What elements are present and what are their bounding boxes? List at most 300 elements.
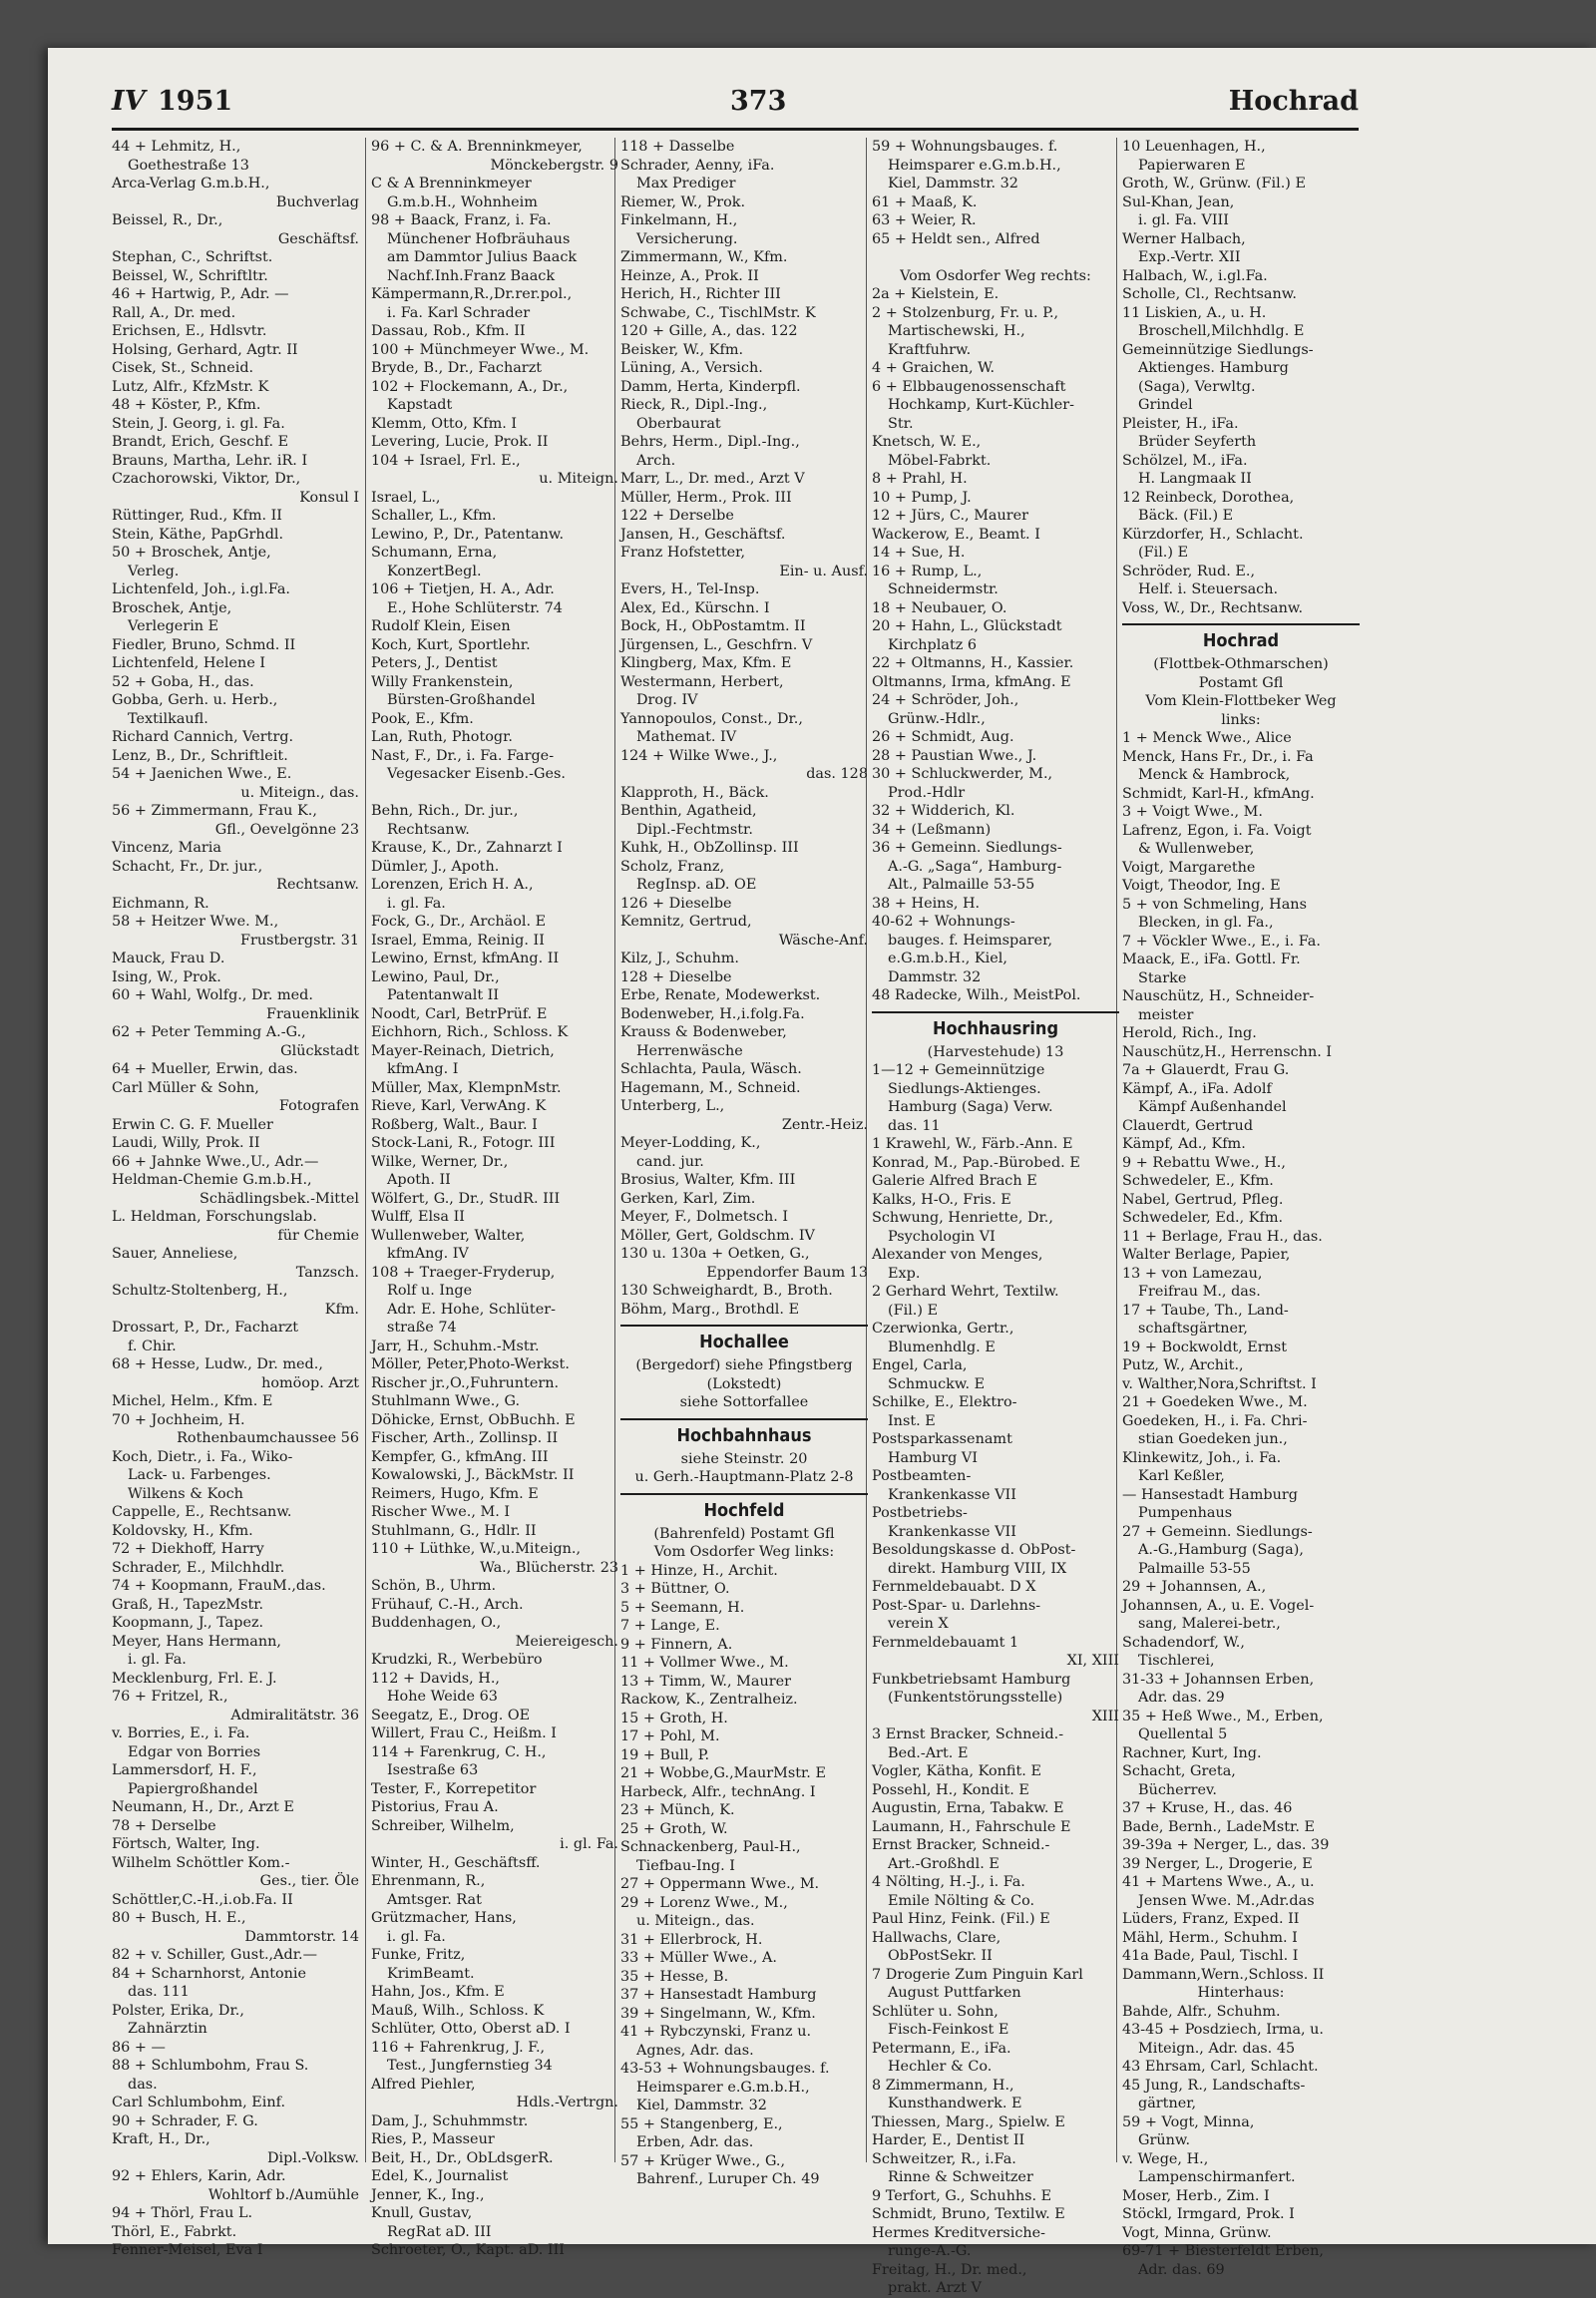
directory-line: Versicherung.	[636, 230, 738, 247]
directory-line: Quellental 5	[1138, 1726, 1228, 1742]
directory-line: H. Langmaak II	[1138, 471, 1252, 487]
directory-line: 78 + Derselbe	[112, 1817, 216, 1834]
directory-line: Rinne & Schweitzer	[888, 2169, 1033, 2185]
directory-line: Nauschütz, H., Schneider-	[1122, 988, 1315, 1004]
directory-line: Blumenhdlg. E	[888, 1339, 996, 1355]
directory-line: 23 + Münch, K.	[620, 1802, 735, 1818]
directory-line: Schadendorf, W.,	[1122, 1634, 1245, 1651]
directory-line: Scholle, Cl., Rechtsanw.	[1122, 286, 1297, 302]
directory-line: links:	[1221, 711, 1261, 728]
directory-line: Polster, Erika, Dr.,	[112, 2002, 244, 2019]
directory-line: bauges. f. Heimsparer,	[888, 932, 1053, 949]
directory-line: (Fil.) E	[888, 1302, 939, 1319]
column-3	[620, 138, 868, 2187]
directory-line: Westermann, Herbert,	[620, 673, 784, 690]
directory-line: u. Miteign., das.	[636, 1913, 755, 1929]
directory-line: Mayer-Reinach, Dietrich,	[371, 1042, 555, 1059]
directory-line: Hdls.-Vertrgn.	[516, 2095, 618, 2110]
directory-line: 110 + Lüthke, W.,u.Miteign.,	[371, 1541, 582, 1557]
directory-line: 39-39a + Nerger, L., das. 39	[1122, 1837, 1330, 1853]
directory-line: Schwung, Henriette, Dr.,	[872, 1210, 1053, 1226]
directory-line: Evers, H., Tel-Insp.	[620, 581, 760, 597]
directory-line: 7a + Glauerdt, Frau G.	[1122, 1062, 1290, 1078]
directory-line: Test., Jungfernstieg 34	[387, 2058, 553, 2074]
directory-line: Jenner, K., Ing.,	[371, 2186, 485, 2203]
directory-line: Ising, W., Prok.	[112, 968, 221, 985]
directory-line: 35 + Hesse, B.	[620, 1968, 729, 1985]
directory-line: das. 111	[128, 1984, 190, 2000]
directory-line: Textilkaufl.	[128, 710, 208, 727]
directory-line: Hohe Weide 63	[387, 1689, 498, 1705]
directory-line: 5 + Seemann, H.	[620, 1599, 745, 1616]
directory-line: 9 Terfort, G., Schuhhs. E	[872, 2187, 1052, 2204]
directory-line: Schrader, Aenny, iFa.	[620, 157, 775, 174]
directory-line: Heinze, A., Prok. II	[620, 267, 759, 284]
directory-line: 10 Leuenhagen, H.,	[1122, 139, 1266, 155]
directory-line: Brosius, Walter, Kfm. III	[620, 1172, 796, 1188]
directory-line: Hamburg VI	[888, 1449, 978, 1466]
directory-line: C & A Brenninkmeyer	[371, 176, 532, 192]
directory-line: 48 Radecke, Wilh., MeistPol.	[872, 987, 1081, 1003]
directory-line: Hahn, Jos., Kfm. E	[371, 1984, 505, 2000]
directory-line: Adr. das. 69	[1138, 2261, 1225, 2278]
directory-line: Richard Cannich, Vertrg.	[112, 729, 294, 745]
directory-line: straße 74	[387, 1320, 457, 1336]
directory-line: 43 Ehrsam, Carl, Schlacht.	[1122, 2059, 1319, 2075]
directory-line: Mauck, Frau D.	[112, 951, 225, 966]
directory-line: Kämpermann,R.,Dr.rer.pol.,	[371, 286, 573, 302]
directory-line: Fernmeldebauamt 1	[872, 1634, 1019, 1651]
directory-line: Papiergroßhandel	[128, 1780, 258, 1797]
directory-line: Lack- u. Farbenges.	[128, 1467, 271, 1483]
directory-line: Dammtorstr. 14	[244, 1928, 359, 1945]
directory-line: Menck, Hans Fr., Dr., i. Fa	[1122, 748, 1314, 765]
directory-line: Amtsger. Rat	[387, 1891, 482, 1908]
directory-line: Stock-Lani, R., Fotogr. III	[371, 1135, 556, 1151]
header-rule	[112, 128, 1359, 131]
directory-line: Marr, L., Dr. med., Arzt V	[620, 471, 805, 487]
directory-line: 63 + Weier, R.	[872, 212, 977, 228]
directory-line: A.-G. „Saga“, Hamburg-	[888, 858, 1062, 875]
directory-line: Graß, H., TapezMstr.	[112, 1596, 264, 1613]
directory-line: 120 + Gille, A., das. 122	[620, 323, 798, 339]
directory-line: Str.	[888, 415, 914, 432]
directory-line: Goedeken, H., i. Fa. Chri-	[1122, 1412, 1308, 1429]
directory-line: 57 + Krüger Wwe., G.,	[620, 2152, 786, 2169]
directory-line: Patentanwalt II	[387, 987, 500, 1003]
directory-line: Klingberg, Max, Kfm. E	[620, 655, 792, 671]
directory-line: Dipl.-Fechtmstr.	[636, 821, 753, 838]
page-header	[112, 86, 1359, 130]
directory-line: 2 Gerhard Wehrt, Textilw.	[872, 1284, 1059, 1300]
directory-line: Galerie Alfred Brach E	[872, 1173, 1037, 1189]
directory-line: v. Borries, E., i. Fa.	[112, 1725, 250, 1741]
directory-line: Erichsen, E., Hdlsvtr.	[112, 323, 267, 339]
street-heading: Hochrad	[1122, 623, 1360, 655]
directory-line: Lampenschirmanfert.	[1138, 2169, 1296, 2185]
directory-line: Kämpf, A., iFa. Adolf	[1122, 1080, 1272, 1097]
directory-line: 33 + Müller Wwe., A.	[620, 1950, 778, 1966]
directory-line: 92 + Ehlers, Karin, Adr.	[112, 2168, 286, 2184]
directory-line: Martischewski, H.,	[888, 323, 1025, 339]
directory-line: Harder, E., Dentist II	[872, 2132, 1025, 2148]
directory-line: 130 u. 130a + Oetken, G.,	[620, 1246, 810, 1262]
directory-line: Schwabe, C., TischlMstr. K	[620, 304, 816, 321]
directory-line: Besoldungskasse d. ObPost-	[872, 1542, 1076, 1558]
directory-line: Franz Hofstetter,	[620, 545, 746, 561]
directory-line: Krankenkasse VII	[888, 1523, 1016, 1540]
directory-line: runge-A.-G.	[888, 2243, 972, 2259]
directory-line: Bodenweber, H.,i.folg.Fa.	[620, 1005, 805, 1022]
directory-line: 26 + Schmidt, Aug.	[872, 729, 1014, 745]
directory-line: 32 + Widderich, Kl.	[872, 803, 1015, 819]
directory-line: Neumann, H., Dr., Arzt E	[112, 1799, 294, 1815]
directory-line: stian Goedeken jun.,	[1138, 1431, 1288, 1447]
directory-line: Lüders, Franz, Exped. II	[1122, 1911, 1300, 1927]
directory-line: Clauerdt, Gertrud	[1122, 1117, 1254, 1134]
directory-line: (Flottbek-Othmarschen)	[1153, 656, 1329, 672]
directory-line: Bücherrev.	[1138, 1781, 1217, 1798]
directory-line: Jensen Wwe. M.,Adr.das	[1138, 1892, 1315, 1909]
directory-line: Rechtsanw.	[276, 877, 359, 893]
directory-line: Eppendorfer Baum 13	[706, 1264, 868, 1281]
street-heading: Hochbahnhaus	[620, 1418, 868, 1450]
volume-number: IV	[112, 86, 146, 117]
directory-line: Dam, J., Schuhmmstr.	[371, 2112, 529, 2129]
directory-line: 19 + Bockwoldt, Ernst	[1122, 1339, 1288, 1355]
directory-line: Vincenz, Maria	[112, 840, 221, 856]
directory-line: 112 + Davids, H.,	[371, 1670, 500, 1687]
column-4	[872, 138, 1119, 2296]
directory-line: 84 + Scharnhorst, Antonie	[112, 1965, 307, 1982]
directory-line: 35 + Heß Wwe., M., Erben,	[1122, 1708, 1324, 1724]
directory-line: Beit, H., Dr., ObLdsgerR.	[371, 2149, 554, 2166]
directory-line: 16 + Rump, L.,	[872, 563, 983, 579]
directory-line: Jürgensen, L., Geschfrn. V	[620, 636, 813, 653]
column-divider	[365, 138, 366, 2162]
directory-line: i. Fa. Karl Schrader	[387, 304, 531, 321]
directory-line: 50 + Broschek, Antje,	[112, 545, 271, 561]
directory-line: Oltmanns, Irma, kfmAng. E	[872, 673, 1071, 690]
directory-line: Laumann, H., Fahrschule E	[872, 1818, 1071, 1835]
directory-line: 41 + Martens Wwe., A., u.	[1122, 1874, 1315, 1890]
directory-line: Psychologin VI	[888, 1228, 996, 1245]
directory-line: August Puttfarken	[888, 1985, 1021, 2001]
directory-line: Stöckl, Irmgard, Prok. I	[1122, 2206, 1295, 2222]
directory-line: Drossart, P., Dr., Facharzt	[112, 1320, 299, 1336]
directory-line: Carl Müller & Sohn,	[112, 1079, 259, 1096]
directory-line: Jarr, H., Schuhm.-Mstr.	[371, 1338, 540, 1354]
directory-line: Zahnärztin	[128, 2021, 207, 2037]
directory-line: Kapstadt	[387, 397, 453, 413]
directory-line: Max Prediger	[636, 176, 736, 192]
directory-line: Unterberg, L.,	[620, 1098, 725, 1114]
directory-line: Halbach, W., i.gl.Fa.	[1122, 267, 1268, 284]
directory-line: 52 + Goba, H., das.	[112, 673, 254, 690]
directory-line: Schmidt, Karl-H., kfmAng.	[1122, 785, 1315, 802]
directory-line: direkt. Hamburg VIII, IX	[888, 1560, 1067, 1577]
directory-line: Inst. E	[888, 1412, 936, 1429]
directory-line: Schacht, Fr., Dr. jur.,	[112, 858, 263, 875]
directory-line: Peters, J., Dentist	[371, 655, 498, 671]
directory-line: Kiel, Dammstr. 32	[888, 176, 1018, 192]
directory-line: Mathemat. IV	[636, 729, 737, 745]
directory-line: 1—12 + Gemeinnützige	[872, 1062, 1045, 1078]
directory-line: Erwin C. G. F. Mueller	[112, 1116, 273, 1133]
directory-line: Meyer, Hans Hermann,	[112, 1633, 281, 1650]
directory-line: Rüttinger, Rud., Kfm. II	[112, 508, 282, 524]
directory-line: 38 + Heins, H.	[872, 895, 981, 912]
directory-line: Fernmeldebauabt. D X	[872, 1579, 1036, 1595]
directory-line: Pleister, H., iFa.	[1122, 415, 1239, 432]
directory-line: Bahrenf., Luruper Ch. 49	[636, 2171, 820, 2187]
directory-line: Karl Keßler,	[1138, 1468, 1225, 1484]
directory-line: Wackerow, E., Beamt. I	[872, 526, 1040, 543]
directory-line: Helf. i. Steuersach.	[1138, 581, 1279, 597]
directory-line: 68 + Hesse, Ludw., Dr. med.,	[112, 1356, 323, 1372]
directory-line: Schaller, L., Kfm.	[371, 508, 497, 524]
directory-line: Jansen, H., Geschäftsf.	[620, 526, 786, 543]
directory-line: Kirchplatz 6	[888, 636, 978, 653]
directory-line: Siedlungs-Aktienges.	[888, 1080, 1041, 1097]
directory-line: 59 + Wohnungsbauges. f.	[872, 139, 1058, 155]
directory-line: Schacht, Greta,	[1122, 1763, 1236, 1779]
directory-line: Voigt, Theodor, Ing. E	[1122, 878, 1281, 894]
directory-line: 126 + Dieselbe	[620, 895, 732, 912]
directory-line: Kiel, Dammstr. 32	[636, 2098, 767, 2113]
directory-line: i. gl. Fa.	[560, 1836, 618, 1852]
directory-line: Kuhk, H., ObZollinsp. III	[620, 840, 799, 856]
directory-line: Rieve, Karl, VerwAng. K	[371, 1098, 547, 1114]
directory-line: Schmuckw. E	[888, 1375, 986, 1392]
directory-line: 2a + Kielstein, E.	[872, 286, 999, 302]
directory-line: 72 + Diekhoff, Harry	[112, 1541, 264, 1557]
directory-line: — Hansestadt Hamburg	[1122, 1486, 1298, 1503]
directory-line: 88 + Schlumbohm, Frau S.	[112, 2058, 309, 2074]
directory-line: Moser, Herb., Zim. I	[1122, 2187, 1270, 2204]
directory-line: Pistorius, Frau A.	[371, 1799, 499, 1815]
directory-line: Bade, Bernh., LadeMstr. E	[1122, 1818, 1315, 1835]
directory-line: Konrad, M., Pap.-Bürobed. E	[872, 1154, 1080, 1171]
directory-line: 64 + Mueller, Erwin, das.	[112, 1061, 298, 1077]
directory-line: Wilhelm Schöttler Kom.-	[112, 1854, 290, 1871]
directory-line: Rischer Wwe., M. I	[371, 1504, 511, 1520]
directory-line: Dipl.-Volksw.	[267, 2149, 359, 2166]
directory-line: Possehl, H., Kondit. E	[872, 1781, 1029, 1798]
directory-line: Bryde, B., Dr., Facharzt	[371, 360, 543, 376]
directory-line: Holsing, Gerhard, Agtr. II	[112, 341, 298, 358]
directory-line: 29 + Johannsen, A.,	[1122, 1579, 1267, 1595]
directory-line: Apoth. II	[387, 1172, 451, 1188]
directory-line: Gerken, Karl, Zim.	[620, 1190, 756, 1207]
directory-line: Ries, P., Masseur	[371, 2131, 495, 2147]
directory-line: Möller, Peter,Photo-Werkst.	[371, 1356, 570, 1372]
directory-line: Czerwionka, Gertr.,	[872, 1321, 1014, 1337]
directory-line: Postsparkassenamt	[872, 1431, 1012, 1447]
directory-line: i. gl. Fa. VIII	[1138, 212, 1229, 228]
directory-line: Kämpf, Ad., Kfm.	[1122, 1136, 1246, 1152]
directory-line: 102 + Flockemann, A., Dr.,	[371, 378, 569, 395]
directory-line: i. gl. Fa.	[128, 1652, 187, 1668]
directory-line: Vom Osdorfer Weg links:	[653, 1544, 835, 1560]
directory-line: 54 + Jaenichen Wwe., E.	[112, 766, 292, 782]
directory-line: 12 Reinbeck, Dorothea,	[1122, 489, 1295, 506]
directory-line: Krankenkasse VII	[888, 1486, 1016, 1503]
directory-line: 17 + Pohl, M.	[620, 1728, 720, 1744]
directory-line: Wohltorf b./Aumühle	[207, 2186, 359, 2203]
directory-line: Ges., tier. Öle	[259, 1873, 359, 1889]
directory-line: Förtsch, Walter, Ing.	[112, 1836, 260, 1852]
directory-line: u. Miteign., das.	[240, 784, 359, 801]
directory-line: Ehrenmann, R.,	[371, 1873, 486, 1889]
directory-line: Lorenzen, Erich H. A.,	[371, 877, 534, 893]
directory-line: Lutz, Alfr., KfzMstr. K	[112, 378, 269, 395]
directory-line: Postbetriebs-	[872, 1505, 968, 1521]
directory-line: Kempfer, G., kfmAng. III	[371, 1448, 549, 1465]
directory-line: Noodt, Carl, BetrPrüf. E	[371, 1005, 548, 1022]
directory-line: Bock, H., ObPostamtm. II	[620, 618, 806, 634]
directory-line: 96 + C. & A. Brenninkmeyer,	[371, 139, 583, 155]
directory-line: Konsul I	[299, 489, 359, 506]
directory-line: Wilke, Werner, Dr.,	[371, 1153, 509, 1170]
directory-line: Lenz, B., Dr., Schriftleit.	[112, 747, 288, 764]
directory-line: Lewino, P., Dr., Patentanw.	[371, 526, 565, 543]
directory-line: Krauss & Bodenweber,	[620, 1024, 787, 1040]
directory-line: 17 + Taube, Th., Land-	[1122, 1302, 1289, 1319]
directory-line: Heimsparer e.G.m.b.H.,	[888, 157, 1061, 174]
directory-line: v. Wege, H.,	[1122, 2150, 1209, 2167]
directory-line: siehe Sottorfallee	[679, 1394, 809, 1410]
directory-line: Beisker, W., Kfm.	[620, 341, 744, 358]
directory-line: Lüning, A., Versich.	[620, 360, 763, 376]
directory-line: 8 Zimmermann, H.,	[872, 2077, 1014, 2094]
directory-line: Petermann, E., iFa.	[872, 2040, 1011, 2057]
directory-line: prakt. Arzt V	[888, 2280, 982, 2296]
directory-line: Lichtenfeld, Joh., i.gl.Fa.	[112, 581, 291, 597]
directory-line: Harbeck, Alfr., technAng. I	[620, 1783, 816, 1800]
directory-line: 39 + Singelmann, W., Kfm.	[620, 2005, 816, 2022]
directory-line: f. Chir.	[128, 1338, 177, 1354]
directory-line: Hallwachs, Clare,	[872, 1929, 1001, 1946]
directory-line: Klemm, Otto, Kfm. I	[371, 415, 518, 432]
directory-line: 3 + Büttner, O.	[620, 1581, 730, 1597]
directory-line: Ernst Bracker, Schneid.-	[872, 1837, 1050, 1853]
directory-line: 55 + Stangenberg, E.,	[620, 2115, 783, 2132]
directory-line: Augustin, Erna, Tabakw. E	[872, 1800, 1064, 1816]
directory-line: Schön, B., Uhrm.	[371, 1578, 497, 1594]
directory-line: Stein, J. Georg, i. gl. Fa.	[112, 415, 285, 432]
directory-line: Möbel-Fabrkt.	[888, 452, 992, 469]
directory-line: Wa., Blücherstr. 23	[480, 1559, 618, 1576]
directory-line: Funkbetriebsamt Hamburg	[872, 1671, 1071, 1688]
directory-line: 14 + Sue, H.	[872, 545, 966, 561]
directory-line: Brandt, Erich, Geschf. E	[112, 434, 289, 450]
directory-line: Kemnitz, Gertrud,	[620, 914, 752, 930]
directory-line: Bürsten-Großhandel	[387, 692, 536, 708]
directory-line	[371, 784, 618, 803]
directory-line: Hechler & Co.	[888, 2059, 993, 2075]
directory-line: Rudolf Klein, Eisen	[371, 618, 511, 634]
directory-line: Alexander von Menges,	[872, 1247, 1043, 1263]
directory-line: Koch, Dietr., i. Fa., Wiko-	[112, 1448, 293, 1465]
directory-line: 13 + von Lamezau,	[1122, 1265, 1263, 1282]
directory-line: Freitag, H., Dr. med.,	[872, 2261, 1027, 2278]
directory-line: Böhm, Marg., Brothdl. E	[620, 1301, 800, 1318]
directory-line: Mönckebergstr. 9	[490, 157, 618, 174]
directory-line: Adr. das. 29	[1138, 1690, 1225, 1706]
directory-line: 7 Drogerie Zum Pinguin Karl	[872, 1966, 1083, 1983]
directory-line: Fisch-Feinkost E	[888, 2022, 1009, 2038]
directory-line: 31 + Ellerbrock, H.	[620, 1931, 763, 1948]
directory-line: Stuhlmann, G., Hdlr. II	[371, 1522, 537, 1539]
directory-line: Behrs, Herm., Dipl.-Ing.,	[620, 434, 800, 450]
directory-line: Lafrenz, Egon, i. Fa. Voigt	[1122, 822, 1312, 839]
directory-line: 39 Nerger, L., Drogerie, E	[1122, 1855, 1313, 1872]
directory-line: Gobba, Gerh. u. Herb.,	[112, 692, 278, 708]
directory-line: Grünw.	[1138, 2132, 1191, 2148]
directory-line: 28 + Paustian Wwe., J.	[872, 747, 1037, 764]
directory-line: Rieck, R., Dipl.-Ing.,	[620, 397, 768, 413]
directory-line: Maack, E., iFa. Gottl. Fr.	[1122, 952, 1301, 967]
directory-line: Schroeter, O., Kapt. aD. III	[371, 2242, 565, 2258]
directory-line: 100 + Münchmeyer Wwe., M.	[371, 341, 590, 358]
directory-line: Israel, L.,	[371, 489, 441, 506]
directory-line: Carl Schlumbohm, Einf.	[112, 2095, 286, 2110]
directory-line: Thörl, E., Fabrkt.	[112, 2223, 237, 2240]
directory-line: 9 + Finnern, A.	[620, 1636, 733, 1653]
directory-line: ObPostSekr. II	[888, 1948, 993, 1964]
directory-line: Rischer jr.,O.,Fuhruntern.	[371, 1374, 560, 1391]
directory-line: Postamt Gfl	[1198, 674, 1284, 691]
directory-line: verein X	[888, 1616, 949, 1632]
directory-line: Münchener Hofbräuhaus	[387, 230, 571, 247]
directory-line: Damm, Herta, Kinderpfl.	[620, 378, 801, 395]
directory-line: Klinkewitz, Joh., i. Fa.	[1122, 1449, 1282, 1466]
directory-line: 2 + Stolzenburg, Fr. u. P.,	[872, 304, 1059, 321]
directory-line: Cappelle, E., Rechtsanw.	[112, 1504, 292, 1520]
directory-line: 44 + Lehmitz, H.,	[112, 139, 241, 155]
directory-line: Meiereigesch.	[515, 1633, 618, 1650]
directory-line: Werner Halbach,	[1122, 230, 1246, 247]
directory-line: Mähl, Herm., Schuhm. I	[1122, 1929, 1298, 1946]
directory-line: Arca-Verlag G.m.b.H.,	[112, 176, 270, 192]
directory-line: Schwedeler, Ed., Kfm.	[1122, 1210, 1284, 1226]
running-street-title: Hochrad	[1228, 86, 1359, 117]
directory-line: Ein- u. Ausf.	[779, 563, 868, 579]
directory-line: Rechtsanw.	[387, 821, 470, 838]
directory-line: Tiefbau-Ing. I	[636, 1857, 735, 1874]
directory-line: 74 + Koopmann, FrauM.,das.	[112, 1578, 326, 1594]
directory-line: Edgar von Borries	[128, 1743, 261, 1760]
directory-line: Papierwaren E	[1138, 157, 1246, 174]
directory-line: Goethestraße 13	[128, 157, 249, 174]
directory-line: (Harvestehude) 13	[927, 1043, 1064, 1060]
directory-line: Paul Hinz, Feink. (Fil.) E	[872, 1911, 1050, 1927]
directory-line: Fischer, Arth., Zollinsp. II	[371, 1430, 559, 1446]
directory-line: Frühauf, C.-H., Arch.	[371, 1596, 524, 1613]
directory-line: Exp.-Vertr. XII	[1138, 249, 1241, 265]
directory-line: Willy Frankenstein,	[371, 673, 514, 690]
directory-line: i. gl. Fa.	[387, 895, 446, 912]
directory-line: Lichtenfeld, Helene I	[112, 655, 266, 671]
directory-line: Herold, Rich., Ing.	[1122, 1025, 1257, 1041]
directory-line	[872, 248, 1119, 267]
directory-line: (Funkentstörungsstelle)	[888, 1690, 1063, 1706]
directory-line: Willert, Frau C., Heißm. I	[371, 1725, 557, 1741]
directory-line: Schlüter, Otto, Oberst aD. I	[371, 2021, 571, 2037]
directory-line: Hamburg (Saga) Verw.	[888, 1099, 1053, 1115]
directory-line: Schrader, E., Milchhdlr.	[112, 1559, 285, 1576]
